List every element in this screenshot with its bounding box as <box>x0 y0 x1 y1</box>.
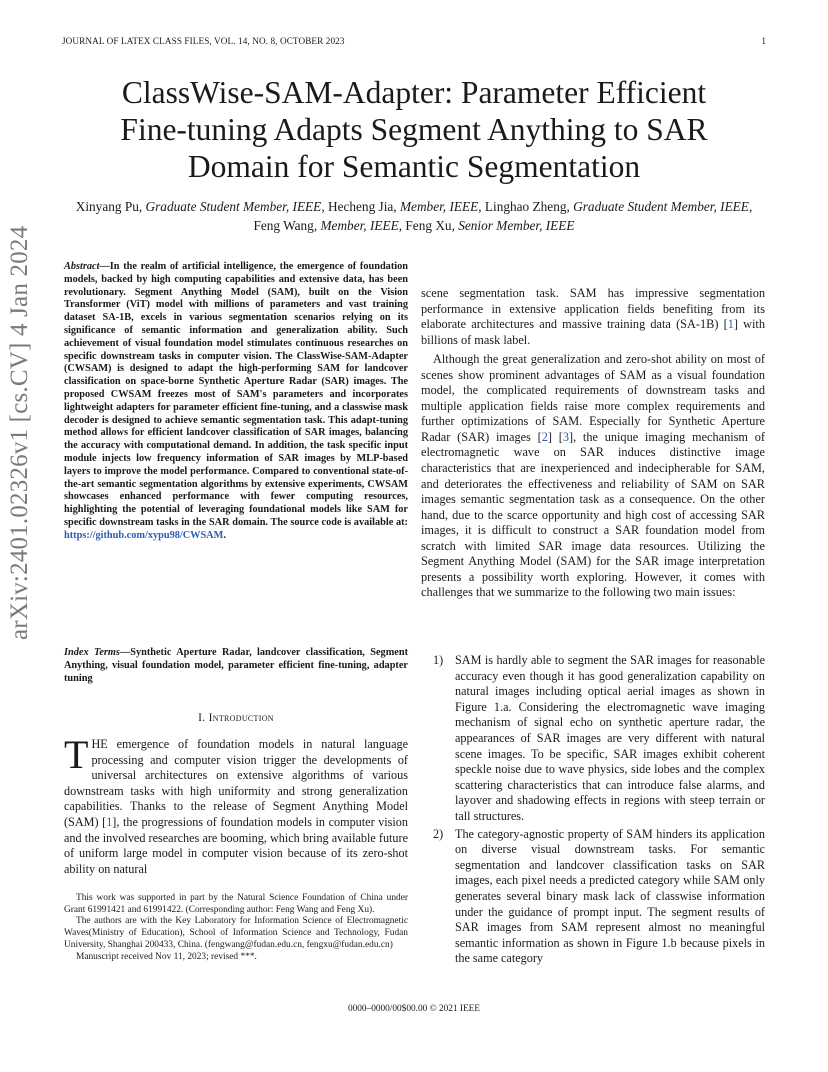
author-name: , Hecheng Jia, <box>321 199 400 214</box>
page-number: 1 <box>761 36 766 46</box>
intro-lead: HE <box>91 737 108 751</box>
citation-link[interactable]: 2 <box>541 429 548 444</box>
abstract-body: —In the realm of artificial intelligence, the emergence of foundation models, backed by high computing capabilities and extensive data, has been revolutionary. Segment Anything Model (SAM), built on the Vision Transformer (ViT) model with millions of parameters and vast training dataset SA-1B, excels in various segmentation scenarios relying on its significance of semantic information and generalization ability. Such achievement of visual foundation model stimulates continuous researches on specific downstream tasks in computer vision. The ClassWise-SAM-Adapter (CWSAM) is designed to adapt the high-performing SAM for landcover classification on space-borne Synthetic Aperture Radar (SAR) images. The proposed CWSAM freezes most of SAM's parameters and incorporates lightweight adapters for parameter efficient fine-tuning, and a classwise mask decoder is designed to achieve semantic segmentation task. This adapt-tuning method allows for efficient landcover classification of SAR images, balancing the accuracy with computational demand. In addition, the task specific input module injects low frequency information of SAR images by MLP-based layers to improve the model performance. Compared to conventional state-of-the-art semantic segmentation algorithms by extensive experiments, CWSAM showcases enhanced performance with fewer computing resources, highlighting the potential of leveraging foundational models like SAM for specific downstream tasks in the SAR domain. The source code is available at: <box>64 261 408 528</box>
issue-list <box>421 653 765 969</box>
paragraph <box>421 352 765 601</box>
paragraph-text: Although the great generalization and zero-shot ability on most of scenes show prominent advantages of SAM as a visual foundation model, the complicated requirements of downstream tasks and multiple application fields raise more complex requirements and further optimizations of SAM. Especially for Synthetic Aperture Radar (SAR) images [ <box>421 352 765 444</box>
abstract-end: . <box>223 529 226 541</box>
index-terms-label: Index Terms <box>64 647 120 658</box>
citation-link[interactable]: 1 <box>106 814 113 829</box>
paragraph <box>421 286 765 348</box>
section-numeral: I. <box>198 712 209 724</box>
paper-title: ClassWise-SAM-Adapter: Parameter Efficient Fine-tuning Adapts Segment Anything to SAR Domain for Semantic Segmentation <box>120 75 708 184</box>
copyright-footer: 0000–0000/00$00.00 © 2021 IEEE <box>347 1004 481 1014</box>
section-heading <box>64 712 408 724</box>
dropcap: T <box>64 732 89 777</box>
citation-link[interactable]: 3 <box>562 429 569 444</box>
footnote-manuscript: Manuscript received Nov 11, 2023; revised ***. <box>76 951 257 962</box>
author-name: , Feng Xu, <box>398 218 459 233</box>
list-text: The category-agnostic property of SAM hinders its application on diverse visual downstream tasks. For semantic segmentation and landcover classification tasks on SAR images, each pixel needs a predicted category while SAM only generates several binary mask lack of classwise information under the guidance of prompt input. The segment results of SAR images from SAM represent almost no meaningful semantic information as shown in Figure 1.b because pixels in the same category <box>455 826 765 966</box>
arxiv-stamp: arXiv:2401.02326v1 [cs.CV] 4 Jan 2024 <box>6 225 33 640</box>
list-number: 2) <box>433 826 444 841</box>
author-name: , Feng Wang, <box>253 199 753 233</box>
footnotes <box>64 893 408 963</box>
list-number: 1) <box>433 653 444 667</box>
author-role: Graduate Student Member, IEEE <box>573 199 749 214</box>
intro-paragraph <box>64 732 408 877</box>
author-list <box>62 197 766 235</box>
right-column-text <box>421 286 765 601</box>
list-item <box>421 653 765 825</box>
author-role: Graduate Student Member, IEEE <box>145 199 322 214</box>
index-terms <box>64 647 408 685</box>
footnote-funding: This work was supported in part by the Natural Science Foundation of China under Grant 61991421 and 61991422. (Corresponding author: Feng Wang and Feng Xu). <box>64 893 408 915</box>
section-title: Introduction <box>208 712 274 724</box>
author-role: Member, IEEE <box>399 199 479 214</box>
intro-text: ], the progressions of foundation models in computer vision and the involved researches are booming, which bring available future of uniform large model in computer vision because of its zero-shot ability on natural <box>64 814 408 876</box>
author-role: Member, IEEE <box>320 218 399 233</box>
paragraph-text: ] with billions of mask label. <box>421 317 765 347</box>
author-name: Xinyang Pu, <box>75 199 146 214</box>
abstract <box>64 261 408 543</box>
citation-link[interactable]: 1 <box>727 317 734 332</box>
author-role: Senior Member, IEEE <box>458 218 575 233</box>
author-name: , Linghao Zheng, <box>478 199 574 214</box>
abstract-label: Abstract <box>64 261 100 272</box>
footnote-affiliation: The authors are with the Key Laboratory for Information Science of Electromagnetic Waves(Ministry of Education), School of Information Science and Technology, Fudan University, Shanghai 200433, China. (fengwang@fudan.edu.cn, fengxu@fudan.edu.cn) <box>64 916 408 950</box>
paragraph-text: ], the unique imaging mechanism of electromagnetic wave on SAR induces distinctive image characteristics that are inexperienced and indecipherable for SAM, and deteriorates the effectiveness and reliability of SAM on SAR images semantic segmentation task as a consequence. On the other hand, due to the scarce opportunity and high cost of accessing SAR images, it is difficult to construct a SAR foundation model from scratch with limited SAR image data resources. Utilizing the Segment Anything Model (SAM) for the SAR image interpretation presents a possibility worth exploring. However, it comes with challenges that we summarize to the following two main issues: <box>421 429 766 600</box>
running-header: JOURNAL OF LATEX CLASS FILES, VOL. 14, NO. 8, OCTOBER 2023 <box>62 36 345 46</box>
index-terms-body: —Synthetic Aperture Radar, landcover classification, Segment Anything, visual foundation model, parameter efficient fine-tuning, adapter tuning <box>64 647 408 684</box>
intro-text: emergence of foundation models in natural language processing and computer vision trigger the developments of universal architectures on extensive algorithms of various downstream tasks with high uniformity and strong generalization capabilities. Thanks to the release of Segment Anything Model (SAM) [ <box>64 737 408 829</box>
paragraph-text: ] [ <box>547 429 563 444</box>
list-item <box>421 827 765 967</box>
paragraph-text: scene segmentation task. SAM has impressive segmentation performance in extensive application fields benefiting from its elaborate architectures and massive training data (SA-1B) [ <box>421 286 765 332</box>
source-code-link[interactable]: https://github.com/xypu98/CWSAM <box>64 529 224 541</box>
list-text: SAM is hardly able to segment the SAR images for reasonable accuracy even though it has good generalization capability on natural images including optical aerial images as shown in Figure 1.a. Considering the electromagnetic wave imaging mechanism of signal echo on synthetic aperture radar, the appearances of SAR images are very different with natural scene images. To be specific, SAR images exhibit coherent speckle noise due to wave physics, side lobes and the complex scattering characteristics that can introduce false alarms, and layover and shadowing effects in regions with steep terrain or tall structures. <box>455 653 765 823</box>
